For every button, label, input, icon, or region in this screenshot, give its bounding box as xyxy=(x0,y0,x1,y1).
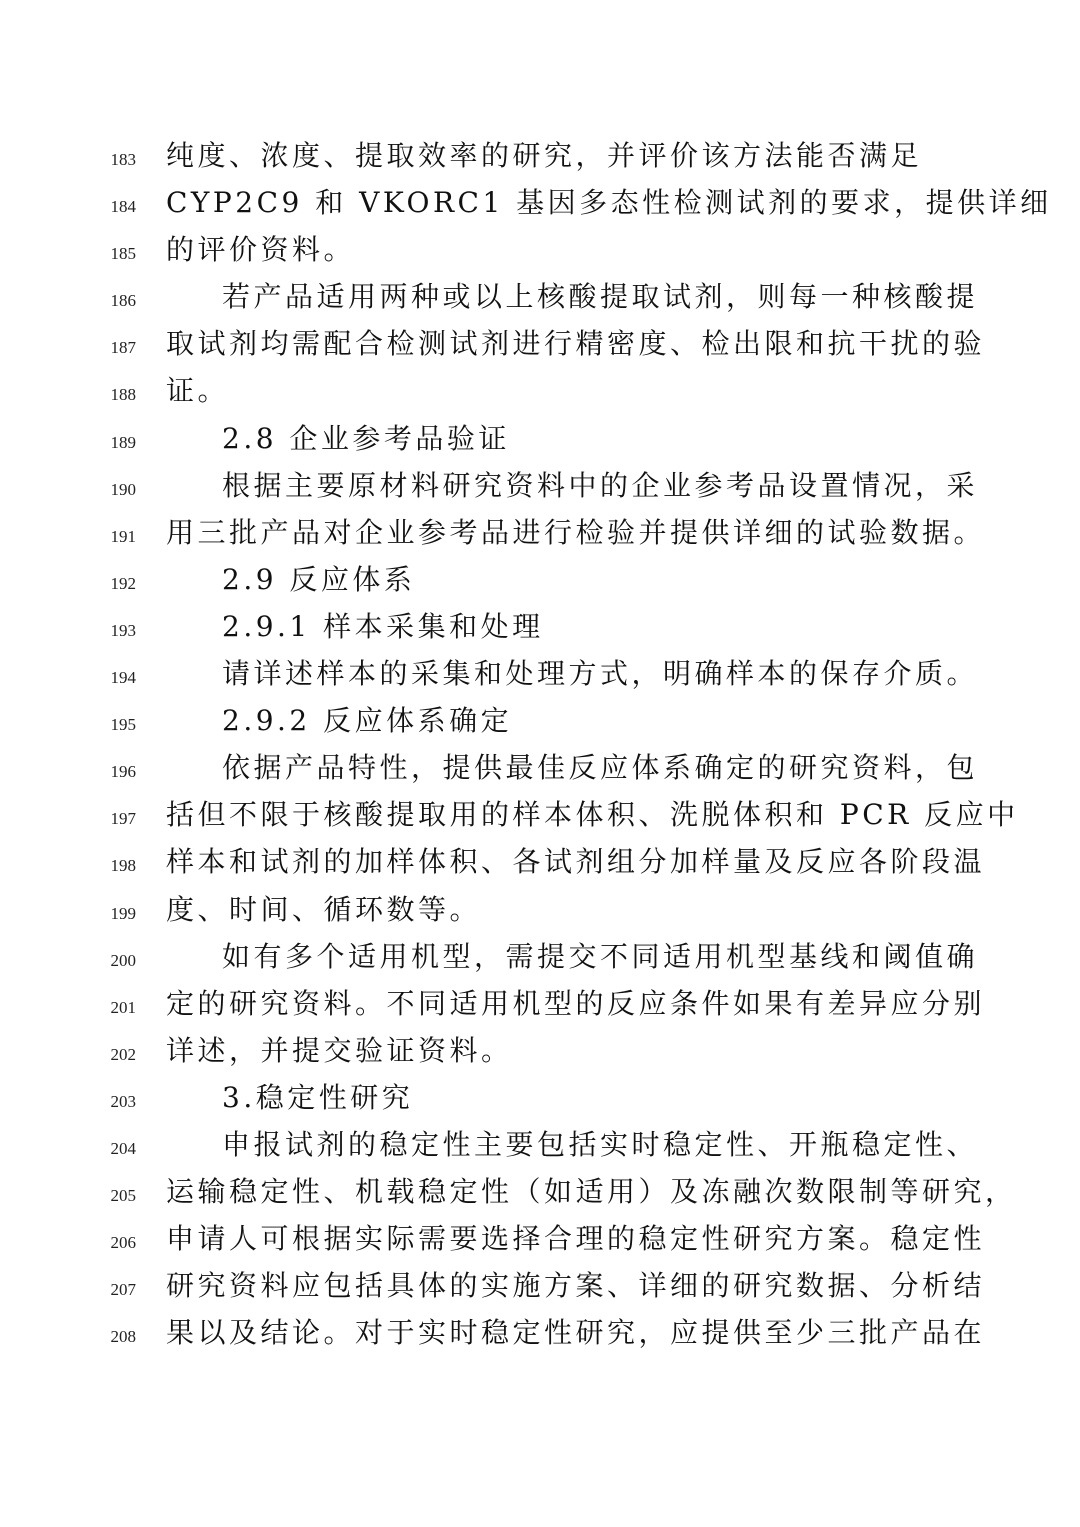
text-line xyxy=(0,984,1080,1031)
text-line xyxy=(0,1172,1080,1219)
text-line xyxy=(0,324,1080,371)
line-text: 取试剂均需配合检测试剂进行精密度、检出限和抗干扰的验 xyxy=(166,327,986,361)
line-text: 样本和试剂的加样体积、各试剂组分加样量及反应各阶段温 xyxy=(166,845,986,879)
text-line xyxy=(0,1125,1080,1172)
line-text: 用三批产品对企业参考品进行检验并提供详细的试验数据。 xyxy=(166,515,986,549)
line-text: 2.9 反应体系 xyxy=(222,562,416,596)
line-text: 研究资料应包括具体的实施方案、详细的研究数据、分析结 xyxy=(166,1269,986,1303)
line-number: 184 xyxy=(110,197,136,217)
line-number: 183 xyxy=(110,150,136,169)
text-line xyxy=(0,1219,1080,1266)
line-number: 197 xyxy=(110,809,136,829)
text-line xyxy=(0,419,1080,466)
line-number: 187 xyxy=(110,338,136,358)
line-number: 204 xyxy=(110,1138,136,1158)
line-number: 200 xyxy=(110,950,136,970)
text-line xyxy=(0,748,1080,795)
line-text: 若产品适用两种或以上核酸提取试剂，则每一种核酸提 xyxy=(222,280,979,314)
line-number: 205 xyxy=(110,1186,136,1206)
text-line xyxy=(0,371,1080,418)
text-line xyxy=(0,277,1080,324)
line-number: 198 xyxy=(110,856,136,876)
line-number: 194 xyxy=(110,668,136,688)
line-number: 199 xyxy=(110,903,136,923)
line-text: 2.8 企业参考品验证 xyxy=(222,421,510,455)
line-text: 3.稳定性研究 xyxy=(222,1080,414,1114)
text-line xyxy=(0,795,1080,842)
text-line xyxy=(0,654,1080,701)
text-line xyxy=(0,560,1080,607)
text-line xyxy=(0,466,1080,513)
line-number: 193 xyxy=(110,620,136,640)
text-line xyxy=(0,1266,1080,1313)
line-text: 根据主要原材料研究资料中的企业参考品设置情况，采 xyxy=(222,468,979,502)
line-number: 203 xyxy=(110,1091,136,1111)
text-body xyxy=(0,136,1080,1360)
line-text: 括但不限于核酸提取用的样本体积、洗脱体积和 PCR 反应中 xyxy=(166,798,1019,832)
line-text: 的评价资料。 xyxy=(166,233,356,267)
line-number: 196 xyxy=(110,762,136,782)
line-number: 188 xyxy=(110,385,136,405)
line-number: 195 xyxy=(110,715,136,735)
line-text: 定的研究资料。不同适用机型的反应条件如果有差异应分别 xyxy=(166,986,986,1020)
line-text: 度、时间、循环数等。 xyxy=(166,892,482,926)
line-number: 207 xyxy=(110,1280,136,1300)
text-line xyxy=(0,937,1080,984)
line-number: 206 xyxy=(110,1233,136,1253)
line-text: 详述，并提交验证资料。 xyxy=(166,1033,513,1067)
text-line xyxy=(0,183,1080,230)
line-number: 185 xyxy=(110,244,136,264)
line-number: 190 xyxy=(110,479,136,499)
line-text: 如有多个适用机型，需提交不同适用机型基线和阈值确 xyxy=(222,939,979,973)
text-line xyxy=(0,701,1080,748)
line-text: 请详述样本的采集和处理方式，明确样本的保存介质。 xyxy=(222,657,979,691)
line-text: 2.9.1 样本采集和处理 xyxy=(222,609,544,643)
line-text: 依据产品特性，提供最佳反应体系确定的研究资料，包 xyxy=(222,751,979,785)
line-text: 2.9.2 反应体系确定 xyxy=(222,704,513,738)
text-line xyxy=(0,136,1080,183)
line-number: 192 xyxy=(110,573,136,593)
text-line xyxy=(0,1313,1080,1360)
line-text: 申请人可根据实际需要选择合理的稳定性研究方案。稳定性 xyxy=(166,1222,986,1256)
text-line xyxy=(0,890,1080,937)
text-line xyxy=(0,1078,1080,1125)
line-number: 208 xyxy=(110,1327,136,1347)
line-text: 运输稳定性、机载稳定性（如适用）及冻融次数限制等研究， xyxy=(166,1175,1017,1209)
line-text: 证。 xyxy=(166,374,230,408)
line-text: CYP2C9 和 VKORC1 基因多态性检测试剂的要求，提供详细 xyxy=(166,186,1052,220)
line-number: 189 xyxy=(110,432,136,452)
text-line xyxy=(0,842,1080,889)
line-number: 186 xyxy=(110,291,136,311)
line-text: 纯度、浓度、提取效率的研究，并评价该方法能否满足 xyxy=(166,139,923,172)
text-line xyxy=(0,513,1080,560)
line-text: 申报试剂的稳定性主要包括实时稳定性、开瓶稳定性、 xyxy=(222,1127,979,1161)
text-line xyxy=(0,607,1080,654)
line-number: 202 xyxy=(110,1044,136,1064)
line-text: 果以及结论。对于实时稳定性研究，应提供至少三批产品在 xyxy=(166,1316,986,1350)
text-line xyxy=(0,1031,1080,1078)
line-number: 191 xyxy=(110,526,136,546)
line-number: 201 xyxy=(110,997,136,1017)
text-line xyxy=(0,230,1080,277)
